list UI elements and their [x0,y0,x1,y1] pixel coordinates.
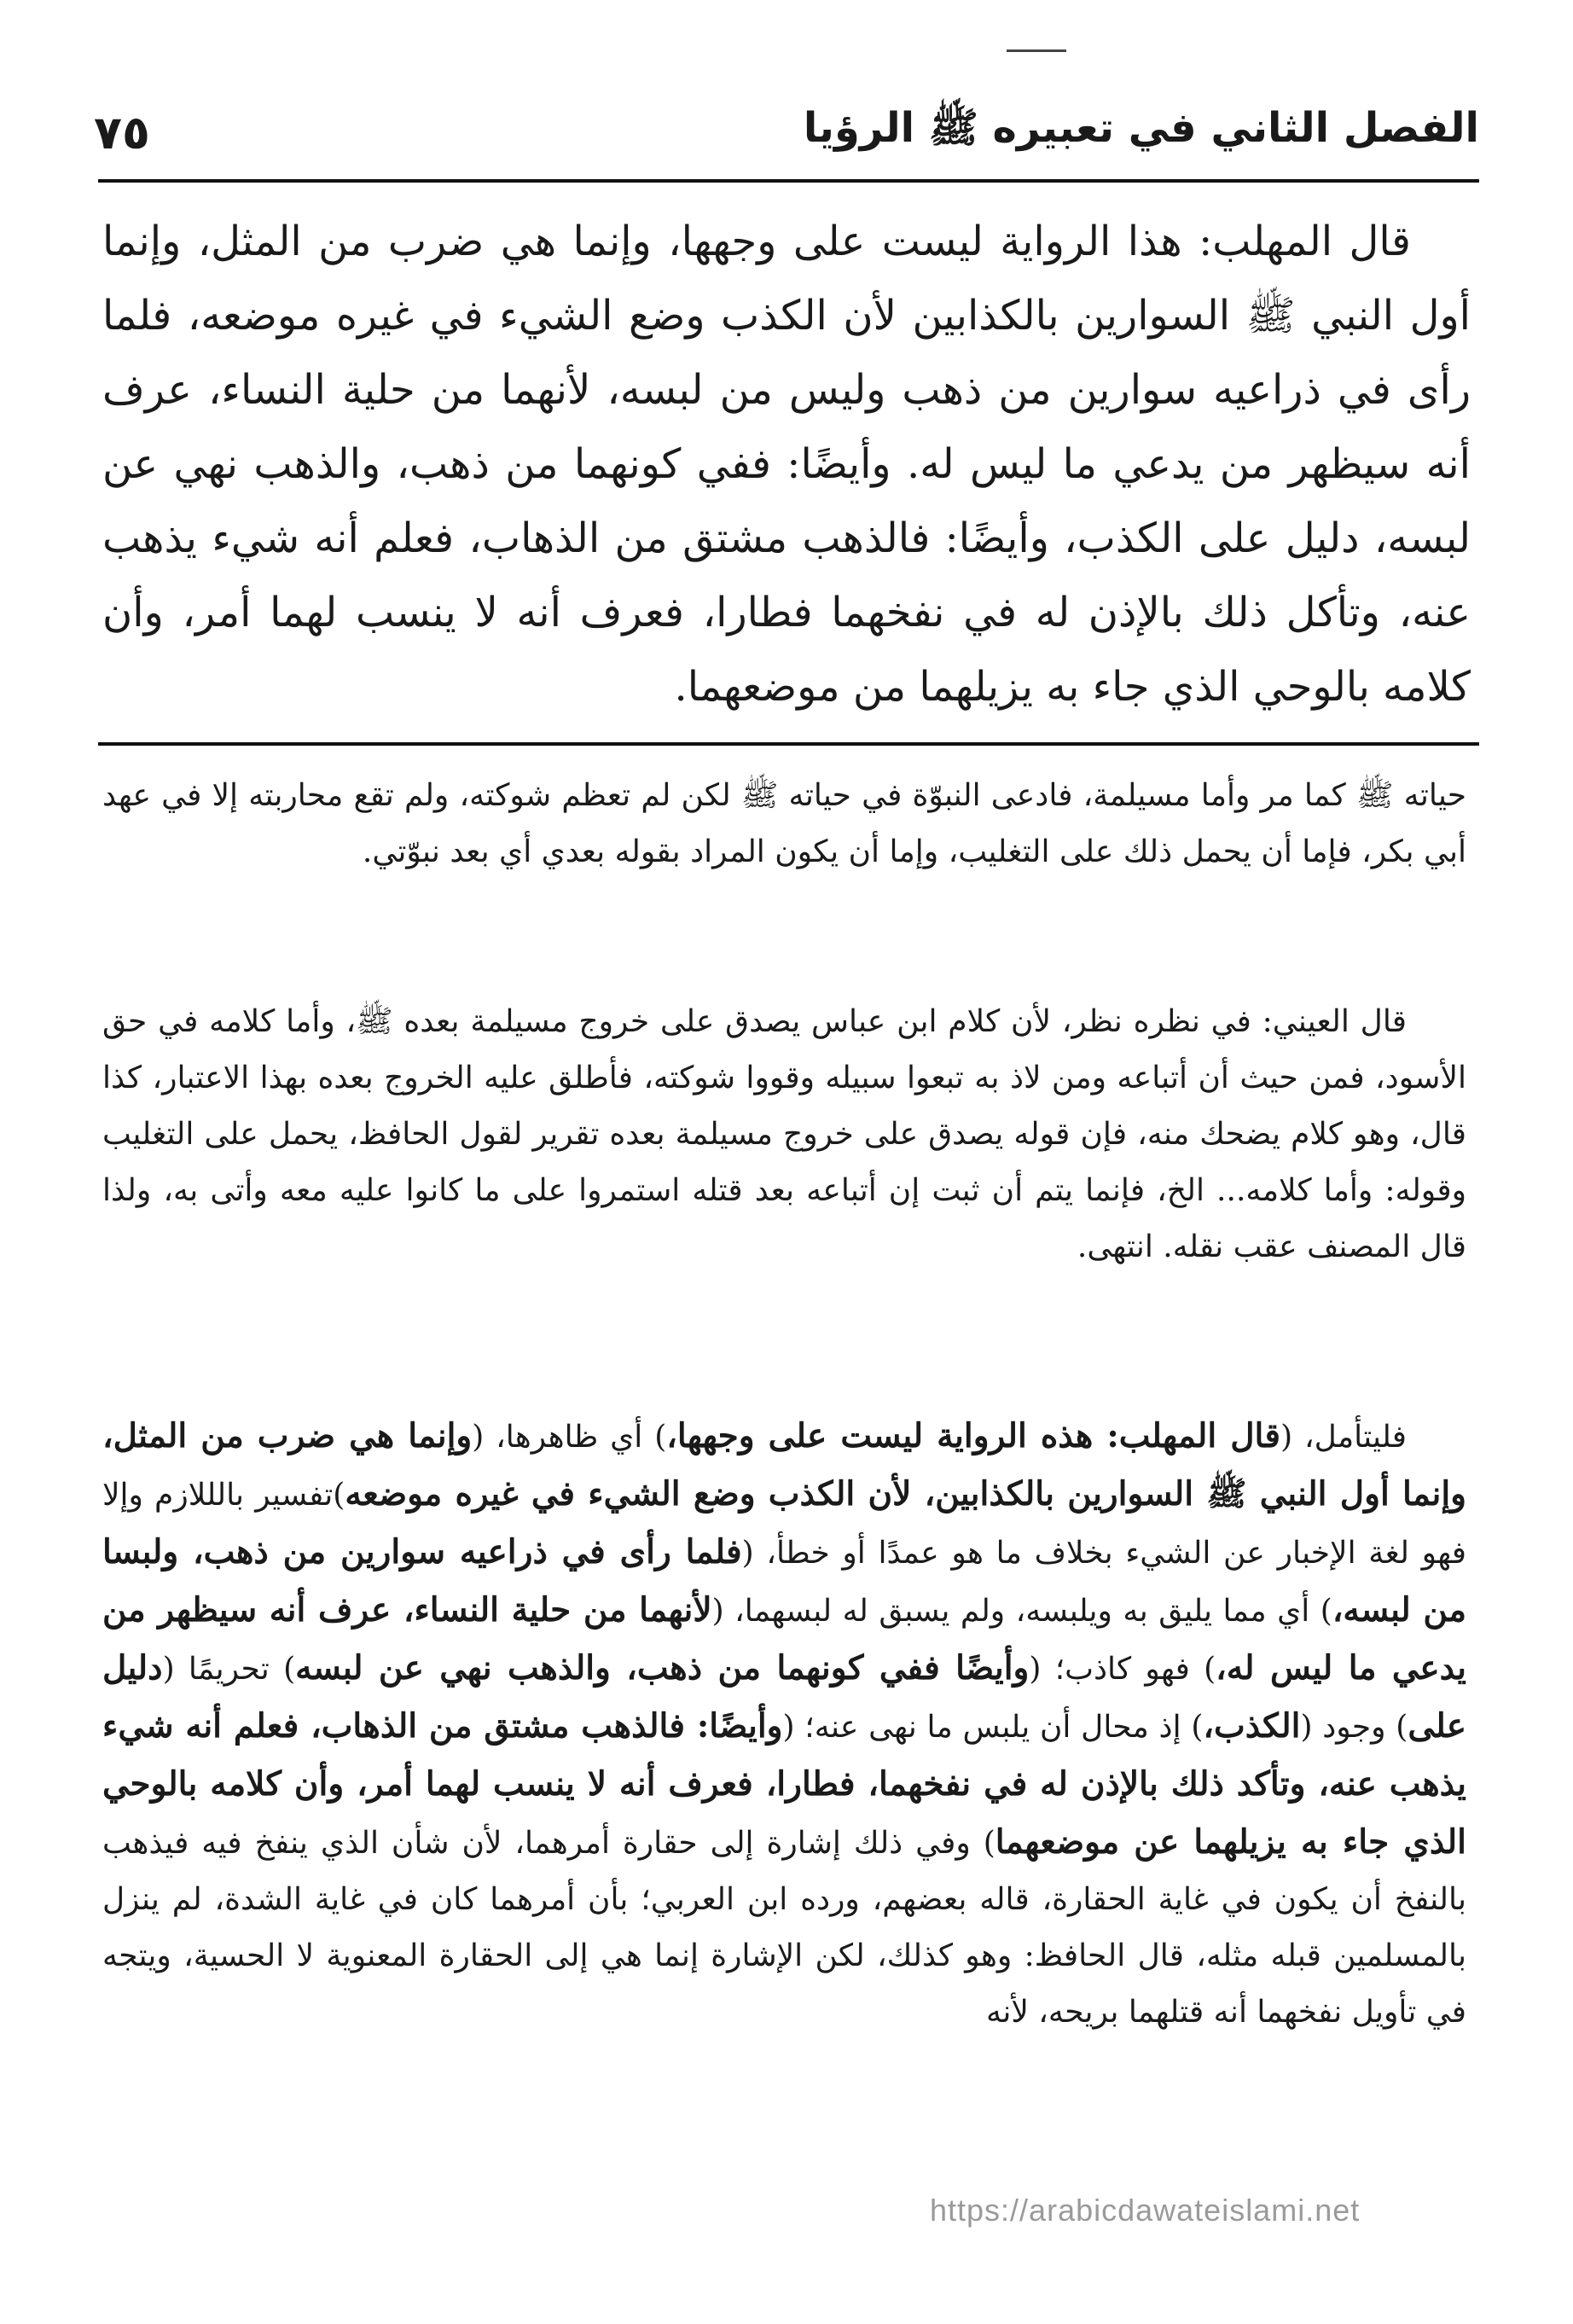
quoted-text-segment: الكذب، [1203,1706,1301,1746]
commentary-paragraph-2 [102,994,1466,1275]
quoted-text-segment: وأيضًا: فالذهب مشتق من الذهاب، فعلم أنه شيء يذهب عنه، وتأكد ذلك بالإذن له في نفخهما، فطارا، فعرف أنه لا ينسب لهما أمر، وأن كلامه بالوحي الذي جاء به يزيلهما عن موضعهما [102,1706,1467,1862]
watermark: https://arabicdawateislami.net [930,2193,1361,2228]
commentary-text-segment: ) إذ محال أن يلبس ما نهى عنه؛ ( [782,1710,1204,1745]
commentary-text-segment: ) وفي ذلك إشارة إلى حقارة أمرهما، لأن شأن الذي ينفخ فيه فيذهب بالنفخ أن يكون في غاية الحقارة، قاله بعضهم، ورده ابن العربي؛ بأن أمرهما كان في غاية الشدة، لم ينزل بالمسلمين قبله مثله، قال الحافظ: وهو كذلك، لكن الإشارة إنما هي إلى الحقارة المعنوية لا الحسية، ويتجه في تأويل نفخهما أنه قتلهما بريحه، لأنه [102,1826,1466,2030]
page-header [94,94,1479,171]
quoted-text-segment: دليل على [102,1648,1467,1746]
section-divider [98,742,1479,746]
header-rule [98,179,1479,183]
page-number: ٧٥ [94,105,150,160]
commentary-paragraph-2-body: قال العيني: في نظره نظر، لأن كلام ابن عباس يصدق على خروج مسيلمة بعده ﷺ، وأما كلامه في حق الأسود، فمن حيث أن أتباعه ومن لاذ به تبعوا سبيله وقووا شوكته، فأطلق عليه الخروج بعده بهذا الاعتبار، كذا قال، وهو كلام يضحك منه، فإن قوله يصدق على خروج مسيلمة بعده تقرير لقول الحافظ، يحمل على التغليب وقوله: وأما كلامه... الخ، فإنما يتم أن ثبت إن أتباعه بعد قتله استمروا على ما كانوا عليه معه وأتى به، ولذا قال المصنف عقب نقله. انتهى. [102,1004,1466,1264]
quoted-text-segment: وإنما هي ضرب من المثل، وإنما أول النبي ﷺ السوارين بالكذابين، لأن الكذب وضع الشيء في غيره موضعه [102,1416,1466,1514]
main-text [102,205,1471,724]
quoted-text-segment: لأنهما من حلية النساء، عرف أنه سيظهر من يدعي ما ليس له، [102,1590,1466,1688]
commentary-text-segment: ) أي ظاهرها، ( [472,1420,667,1455]
commentary-text-segment: ) فهو كاذب؛ ( [1029,1652,1216,1687]
commentary-text-segment: ) أي مما يليق به ويلبسه، ولم يسبق له لبسهما، ( [711,1594,1332,1629]
commentary-paragraph-3-body [102,1416,1467,2030]
commentary-text-segment: ) تحريمًا ( [162,1652,296,1687]
commentary-text-segment: ) وجود ( [1300,1710,1408,1745]
top-dash-mark [1007,49,1066,52]
quoted-text-segment: وأيضًا ففي كونهما من ذهب، والذهب نهي عن لبسه [295,1648,1030,1688]
main-text-body: قال المهلب: هذا الرواية ليست على وجهها، وإنما هي ضرب من المثل، وإنما أول النبي ﷺ السوارين بالكذابين لأن الكذب وضع الشيء في غيره موضعه، فلما رأى في ذراعيه سوارين من ذهب وليس من لبسه، لأنهما من حلية النساء، عرف أنه سيظهر من يدعي ما ليس له. وأيضًا: ففي كونهما من ذهب، والذهب نهي عن لبسه، دليل على الكذب، وأيضًا: فالذهب مشتق من الذهاب، فعلم أنه شيء يذهب عنه، وتأكل ذلك بالإذن له في نفخهما فطارا، فعرف أنه لا ينسب لهما أمر، وأن كلامه بالوحي الذي جاء به يزيلهما من موضعهما. [102,218,1471,711]
quoted-text-segment: فلما رأى في ذراعيه سوارين من ذهب، ولبسا من لبسه، [102,1532,1466,1630]
commentary-paragraph-1: حياته ﷺ كما مر وأما مسيلمة، فادعى النبوّة في حياته ﷺ لكن لم تعظم شوكته، ولم تقع محاربته إلا في عهد أبي بكر، فإما أن يحمل ذلك على التغليب، وإما أن يكون المراد بقوله بعدي أي بعد نبوّتي. [102,778,1467,869]
commentary-text-segment: فليتأمل، ( [1280,1420,1407,1455]
running-title: الفصل الثاني في تعبيره ﷺ الرؤيا [803,103,1479,152]
commentary-text-segment: )تفسير بالللازم وإلا فهو لغة الإخبار عن الشيء بخلاف ما هو عمدًا أو خطأ، ( [102,1478,1466,1571]
commentary-paragraph-3 [102,1408,1466,2041]
quoted-text-segment: قال المهلب: هذه الرواية ليست على وجهها، [666,1416,1281,1455]
